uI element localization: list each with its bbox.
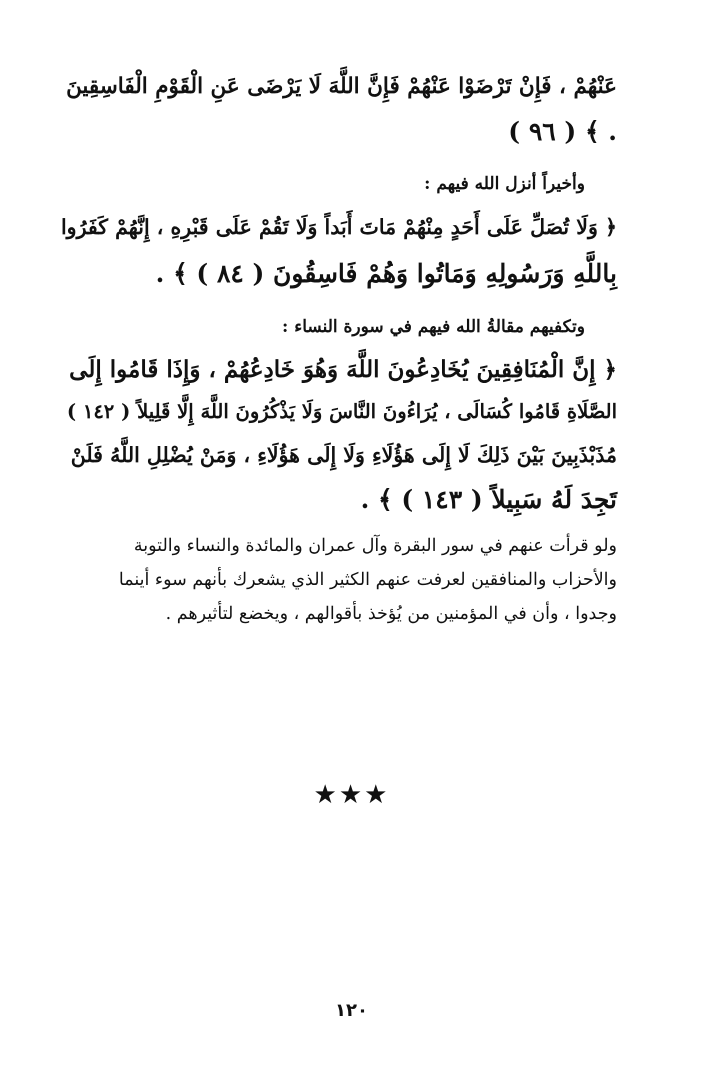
verse-line: بِاللَّهِ وَرَسُولِهِ وَمَاتُوا وَهُمْ فَاسِقُونَ ( ٨٤ ) ﴾ . (155, 259, 617, 288)
prose-line: وجدوا ، وأن في المؤمنين من يُؤخذ بأقوالهم ، ويخضع لتأثيرهم . (165, 604, 617, 624)
prose-line: ولو قرأت عنهم في سور البقرة وآل عمران والمائدة والنساء والتوبة (133, 536, 617, 556)
verse-line: ﴿ إِنَّ الْمُنَافِقِينَ يُخَادِعُونَ اللَّهَ وَهُوَ خَادِعُهُمْ ، وَإِذَا قَامُوا إِلَى (69, 356, 617, 383)
verse-line: مُذَبْذَبِينَ بَيْنَ ذَلِكَ لَا إِلَى هَؤُلَاءِ وَلَا إِلَى هَؤُلَاءِ ، وَمَنْ يُضْلِلِ اللَّهُ فَلَنْ (70, 443, 617, 467)
section-separator-stars: ★★★ (313, 780, 390, 810)
intro-line: وأخيراً أنزل الله فيهم : (424, 174, 585, 194)
verse-line: ﴿ وَلَا تُصَلِّ عَلَى أَحَدٍ مِنْهُمْ مَاتَ أَبَداً وَلَا تَقُمْ عَلَى قَبْرِهِ ، إِنَّهُمْ كَفَرُوا (60, 215, 617, 239)
page-number: ١٢٠ (335, 1000, 368, 1021)
verse-line: ( ٩٦ ) ﴾ . (508, 117, 617, 146)
prose-line: والأحزاب والمنافقين لعرفت عنهم الكثير الذي يشعرك بأنهم سوء أينما (118, 570, 617, 590)
verse-line: الصَّلَاةِ قَامُوا كُسَالَى ، يُرَاءُونَ النَّاسَ وَلَا يَذْكُرُونَ اللَّهَ إِلَّا قَلِيلاً ( ١٤٢ ) (66, 400, 617, 423)
intro-line: وتكفيهم مقالةُ الله فيهم في سورة النساء : (282, 317, 585, 337)
verse-line: تَجِدَ لَهُ سَبِيلاً ( ١٤٣ ) ﴾ . (360, 485, 617, 514)
verse-line: عَنْهُمْ ، فَإِنْ تَرْضَوْا عَنْهُمْ فَإِنَّ اللَّهَ لَا يَرْضَى عَنِ الْقَوْمِ الْفَاسِقِينَ (66, 74, 617, 99)
